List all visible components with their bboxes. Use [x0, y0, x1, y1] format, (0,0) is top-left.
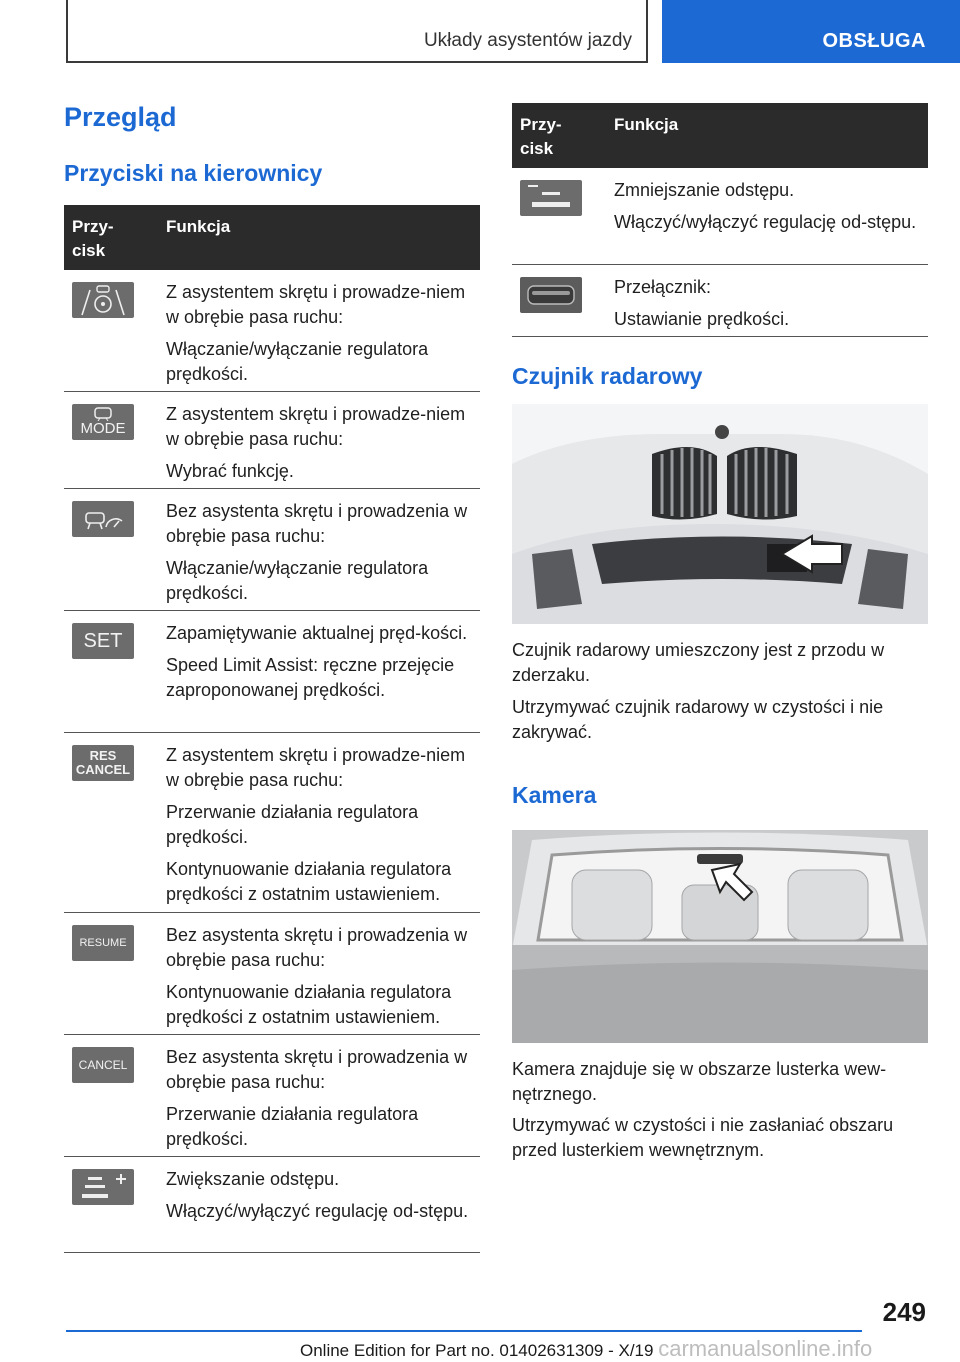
- footer-divider: [66, 1330, 862, 1332]
- row-function-text: [166, 499, 478, 613]
- distance-increase-icon: [72, 1169, 134, 1205]
- cruise-control-icon: [72, 501, 134, 537]
- set-button-icon: [72, 623, 134, 659]
- camera-location-image: [512, 830, 928, 1043]
- function-line: Zmniejszanie odstępu.: [614, 180, 795, 200]
- row-function-text: [166, 1167, 478, 1231]
- camera-paragraph-1: Kamera znajduje się w obszarze lusterka wew-nętrznego.: [512, 1059, 887, 1104]
- function-line: Włączyć/wyłączyć regulację od-stępu.: [614, 212, 917, 232]
- cancel-button-icon: [72, 1047, 134, 1083]
- function-line: Speed Limit Assist: ręczne przejęcie zaproponowanej prędkości.: [166, 655, 455, 700]
- function-line: Wybrać funkcję.: [166, 461, 294, 481]
- table-row: [64, 1035, 480, 1157]
- page-title: Przegląd: [64, 102, 177, 132]
- table-row: [64, 392, 480, 489]
- function-line: Bez asystenta skrętu i prowadzenia w obrębie pasa ruchu:: [166, 925, 468, 970]
- row-function-text: [166, 621, 478, 710]
- section-heading-buttons: Przyciski na kierownicy: [64, 160, 323, 186]
- radar-paragraph-2: Utrzymywać czujnik radarowy w czystości i nie zakrywać.: [512, 697, 884, 742]
- function-line: Bez asystenta skrętu i prowadzenia w obrębie pasa ruchu:: [166, 1047, 468, 1092]
- function-line: Przerwanie działania regulatora prędkości.: [166, 1104, 419, 1149]
- row-function-text: [614, 178, 926, 242]
- header-col-function: Funkcja: [614, 115, 679, 134]
- mode-button-icon: [72, 404, 134, 440]
- function-line: Kontynuowanie działania regulatora prędkości z ostatnim ustawieniem.: [166, 982, 452, 1027]
- table-row: [512, 265, 928, 337]
- header-col-button: Przy- cisk: [520, 115, 562, 158]
- header-section-title: Układy asystentów jazdy: [423, 30, 632, 51]
- rocker-switch-icon: [520, 277, 582, 313]
- mode-label: MODE: [80, 420, 126, 437]
- header-chapter-title: OBSŁUGA: [822, 30, 926, 52]
- row-function-text: [166, 402, 478, 491]
- footer-watermark: carmanualsonline.info: [658, 1336, 873, 1361]
- camera-paragraph-2: Utrzymywać w czystości i nie zasłaniać obszaru przed lusterkiem wewnętrznym.: [512, 1115, 894, 1160]
- function-line: Z asystentem skrętu i prowadze-niem w obrębie pasa ruchu:: [166, 282, 466, 327]
- row-function-text: [166, 923, 478, 1037]
- page-number: 249: [882, 1297, 926, 1327]
- header-col-function: Funkcja: [166, 217, 231, 236]
- radar-paragraph-1: Czujnik radarowy umieszczony jest z przodu w zderzaku.: [512, 640, 885, 685]
- buttons-table-right: [512, 103, 928, 337]
- table-header: [512, 103, 928, 168]
- radar-sensor-image: [512, 404, 928, 624]
- cancel-label: CANCEL: [78, 1058, 128, 1072]
- function-line: Z asystentem skrętu i prowadze-niem w obrębie pasa ruchu:: [166, 404, 466, 449]
- table-row: [64, 733, 480, 913]
- buttons-table-left: [64, 205, 480, 1253]
- row-function-text: [166, 1045, 478, 1159]
- table-row: [64, 1157, 480, 1253]
- function-line: Włączanie/wyłączanie regulatora prędkości.: [166, 339, 429, 384]
- resume-button-icon: [72, 925, 134, 961]
- section-heading-camera: Kamera: [512, 782, 597, 808]
- steering-lane-assist-icon: [72, 282, 134, 318]
- function-line: Ustawianie prędkości.: [614, 309, 790, 329]
- res-cancel-button-icon: [72, 745, 134, 781]
- function-line: Włączanie/wyłączanie regulatora prędkości.: [166, 558, 429, 603]
- table-row: [64, 270, 480, 392]
- footer-edition: Online Edition for Part no. 01402631309 - X/19: [300, 1341, 654, 1360]
- function-line: Przełącznik:: [614, 277, 712, 297]
- function-line: Z asystentem skrętu i prowadze-niem w obrębie pasa ruchu:: [166, 745, 466, 790]
- table-row: [512, 168, 928, 265]
- set-label: SET: [83, 629, 123, 652]
- row-function-text: [614, 275, 926, 339]
- row-function-text: [166, 743, 478, 914]
- function-line: Bez asystenta skrętu i prowadzenia w obrębie pasa ruchu:: [166, 501, 468, 546]
- section-heading-radar: Czujnik radarowy: [512, 363, 703, 389]
- table-row: [64, 611, 480, 733]
- function-line: Przerwanie działania regulatora prędkości.: [166, 802, 419, 847]
- function-line: Zwiększanie odstępu.: [166, 1169, 340, 1189]
- res-cancel-label: RES CANCEL: [75, 748, 131, 777]
- table-header: [64, 205, 480, 270]
- row-function-text: [166, 280, 478, 394]
- header-col-button: Przy- cisk: [72, 217, 114, 260]
- table-row: [64, 913, 480, 1035]
- resume-label: RESUME: [79, 937, 127, 949]
- footer: [300, 1336, 872, 1362]
- function-line: Kontynuowanie działania regulatora prędkości z ostatnim ustawieniem.: [166, 859, 452, 904]
- function-line: Zapamiętywanie aktualnej pręd-kości.: [166, 623, 468, 643]
- table-row: [64, 489, 480, 611]
- header-chapter-box: [662, 0, 960, 63]
- distance-decrease-icon: [520, 180, 582, 216]
- function-line: Włączyć/wyłączyć regulację od-stępu.: [166, 1201, 469, 1221]
- header-section-box: [66, 0, 648, 63]
